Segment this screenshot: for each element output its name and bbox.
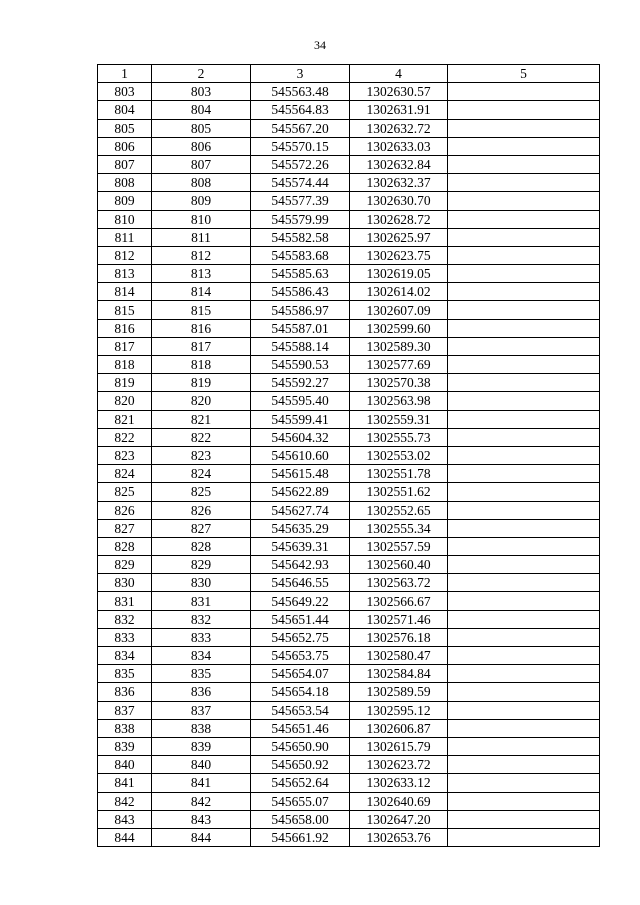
point-number-cell: 835	[98, 665, 152, 683]
point-id-cell: 828	[152, 537, 251, 555]
point-id-cell: 844	[152, 828, 251, 846]
table-row	[98, 374, 600, 392]
y-coordinate-cell: 1302628.72	[350, 210, 448, 228]
point-number-cell: 804	[98, 101, 152, 119]
x-coordinate-cell: 545590.53	[251, 356, 350, 374]
point-number-cell: 834	[98, 647, 152, 665]
point-number-cell: 822	[98, 428, 152, 446]
point-id-cell: 833	[152, 628, 251, 646]
x-coordinate-cell: 545586.43	[251, 283, 350, 301]
point-id-cell: 805	[152, 119, 251, 137]
note-cell	[448, 737, 600, 755]
table-row	[98, 665, 600, 683]
note-cell	[448, 137, 600, 155]
table-row	[98, 137, 600, 155]
point-id-cell: 816	[152, 319, 251, 337]
table-row	[98, 828, 600, 846]
table-row	[98, 792, 600, 810]
table-row	[98, 446, 600, 464]
table-row	[98, 592, 600, 610]
page-number: 34	[314, 38, 326, 52]
note-cell	[448, 392, 600, 410]
point-id-cell: 821	[152, 410, 251, 428]
y-coordinate-cell: 1302571.46	[350, 610, 448, 628]
y-coordinate-cell: 1302623.75	[350, 246, 448, 264]
x-coordinate-cell: 545595.40	[251, 392, 350, 410]
y-coordinate-cell: 1302647.20	[350, 810, 448, 828]
point-id-cell: 842	[152, 792, 251, 810]
y-coordinate-cell: 1302577.69	[350, 356, 448, 374]
table-row	[98, 356, 600, 374]
point-id-cell: 811	[152, 228, 251, 246]
table-row	[98, 483, 600, 501]
point-number-cell: 830	[98, 574, 152, 592]
y-coordinate-cell: 1302551.78	[350, 465, 448, 483]
note-cell	[448, 647, 600, 665]
note-cell	[448, 83, 600, 101]
note-cell	[448, 155, 600, 173]
point-id-cell: 830	[152, 574, 251, 592]
point-number-cell: 843	[98, 810, 152, 828]
x-coordinate-cell: 545588.14	[251, 337, 350, 355]
column-header-3: 3	[251, 65, 350, 83]
coordinates-table	[97, 64, 600, 847]
note-cell	[448, 246, 600, 264]
note-cell	[448, 356, 600, 374]
table-row	[98, 428, 600, 446]
note-cell	[448, 101, 600, 119]
x-coordinate-cell: 545654.18	[251, 683, 350, 701]
point-id-cell: 812	[152, 246, 251, 264]
table-row	[98, 647, 600, 665]
point-number-cell: 824	[98, 465, 152, 483]
note-cell	[448, 610, 600, 628]
point-id-cell: 843	[152, 810, 251, 828]
note-cell	[448, 810, 600, 828]
table-row	[98, 119, 600, 137]
point-number-cell: 840	[98, 756, 152, 774]
table-row	[98, 701, 600, 719]
point-id-cell: 807	[152, 155, 251, 173]
point-number-cell: 831	[98, 592, 152, 610]
x-coordinate-cell: 545577.39	[251, 192, 350, 210]
y-coordinate-cell: 1302552.65	[350, 501, 448, 519]
point-number-cell: 818	[98, 356, 152, 374]
x-coordinate-cell: 545570.15	[251, 137, 350, 155]
table-row	[98, 101, 600, 119]
x-coordinate-cell: 545649.22	[251, 592, 350, 610]
x-coordinate-cell: 545583.68	[251, 246, 350, 264]
table-row	[98, 683, 600, 701]
x-coordinate-cell: 545635.29	[251, 519, 350, 537]
point-id-cell: 824	[152, 465, 251, 483]
x-coordinate-cell: 545642.93	[251, 556, 350, 574]
y-coordinate-cell: 1302570.38	[350, 374, 448, 392]
y-coordinate-cell: 1302599.60	[350, 319, 448, 337]
point-number-cell: 811	[98, 228, 152, 246]
point-number-cell: 841	[98, 774, 152, 792]
point-number-cell: 836	[98, 683, 152, 701]
y-coordinate-cell: 1302625.97	[350, 228, 448, 246]
y-coordinate-cell: 1302632.72	[350, 119, 448, 137]
point-number-cell: 823	[98, 446, 152, 464]
point-number-cell: 815	[98, 301, 152, 319]
x-coordinate-cell: 545587.01	[251, 319, 350, 337]
note-cell	[448, 410, 600, 428]
y-coordinate-cell: 1302555.73	[350, 428, 448, 446]
y-coordinate-cell: 1302606.87	[350, 719, 448, 737]
x-coordinate-cell: 545653.75	[251, 647, 350, 665]
y-coordinate-cell: 1302555.34	[350, 519, 448, 537]
x-coordinate-cell: 545574.44	[251, 174, 350, 192]
x-coordinate-cell: 545567.20	[251, 119, 350, 137]
y-coordinate-cell: 1302559.31	[350, 410, 448, 428]
point-id-cell: 837	[152, 701, 251, 719]
table-row	[98, 410, 600, 428]
x-coordinate-cell: 545652.75	[251, 628, 350, 646]
x-coordinate-cell: 545651.46	[251, 719, 350, 737]
point-id-cell: 818	[152, 356, 251, 374]
table-row	[98, 537, 600, 555]
x-coordinate-cell: 545658.00	[251, 810, 350, 828]
note-cell	[448, 501, 600, 519]
table-row	[98, 628, 600, 646]
y-coordinate-cell: 1302633.12	[350, 774, 448, 792]
point-number-cell: 817	[98, 337, 152, 355]
point-id-cell: 822	[152, 428, 251, 446]
x-coordinate-cell: 545586.97	[251, 301, 350, 319]
table-row	[98, 283, 600, 301]
x-coordinate-cell: 545592.27	[251, 374, 350, 392]
x-coordinate-cell: 545564.83	[251, 101, 350, 119]
point-id-cell: 803	[152, 83, 251, 101]
point-number-cell: 844	[98, 828, 152, 846]
column-header-5: 5	[448, 65, 600, 83]
table-row	[98, 319, 600, 337]
note-cell	[448, 537, 600, 555]
x-coordinate-cell: 545654.07	[251, 665, 350, 683]
x-coordinate-cell: 545604.32	[251, 428, 350, 446]
point-id-cell: 825	[152, 483, 251, 501]
point-number-cell: 833	[98, 628, 152, 646]
note-cell	[448, 665, 600, 683]
table-row	[98, 519, 600, 537]
note-cell	[448, 192, 600, 210]
point-id-cell: 839	[152, 737, 251, 755]
point-id-cell: 826	[152, 501, 251, 519]
point-number-cell: 812	[98, 246, 152, 264]
note-cell	[448, 301, 600, 319]
point-id-cell: 806	[152, 137, 251, 155]
point-number-cell: 821	[98, 410, 152, 428]
x-coordinate-cell: 545572.26	[251, 155, 350, 173]
point-id-cell: 808	[152, 174, 251, 192]
column-header-1: 1	[98, 65, 152, 83]
point-number-cell: 842	[98, 792, 152, 810]
point-id-cell: 827	[152, 519, 251, 537]
note-cell	[448, 628, 600, 646]
note-cell	[448, 374, 600, 392]
table-row	[98, 392, 600, 410]
table-row	[98, 501, 600, 519]
table-row	[98, 810, 600, 828]
y-coordinate-cell: 1302580.47	[350, 647, 448, 665]
table-row	[98, 756, 600, 774]
y-coordinate-cell: 1302615.79	[350, 737, 448, 755]
y-coordinate-cell: 1302566.67	[350, 592, 448, 610]
y-coordinate-cell: 1302584.84	[350, 665, 448, 683]
y-coordinate-cell: 1302632.84	[350, 155, 448, 173]
x-coordinate-cell: 545653.54	[251, 701, 350, 719]
point-number-cell: 816	[98, 319, 152, 337]
y-coordinate-cell: 1302619.05	[350, 265, 448, 283]
note-cell	[448, 574, 600, 592]
point-number-cell: 814	[98, 283, 152, 301]
x-coordinate-cell: 545650.90	[251, 737, 350, 755]
note-cell	[448, 228, 600, 246]
x-coordinate-cell: 545661.92	[251, 828, 350, 846]
note-cell	[448, 756, 600, 774]
x-coordinate-cell: 545622.89	[251, 483, 350, 501]
note-cell	[448, 265, 600, 283]
note-cell	[448, 174, 600, 192]
x-coordinate-cell: 545652.64	[251, 774, 350, 792]
y-coordinate-cell: 1302631.91	[350, 101, 448, 119]
point-id-cell: 840	[152, 756, 251, 774]
x-coordinate-cell: 545650.92	[251, 756, 350, 774]
x-coordinate-cell: 545627.74	[251, 501, 350, 519]
point-id-cell: 814	[152, 283, 251, 301]
note-cell	[448, 719, 600, 737]
x-coordinate-cell: 545639.31	[251, 537, 350, 555]
note-cell	[448, 210, 600, 228]
note-cell	[448, 446, 600, 464]
note-cell	[448, 428, 600, 446]
note-cell	[448, 283, 600, 301]
point-id-cell: 835	[152, 665, 251, 683]
point-id-cell: 819	[152, 374, 251, 392]
note-cell	[448, 683, 600, 701]
point-number-cell: 839	[98, 737, 152, 755]
point-id-cell: 817	[152, 337, 251, 355]
table-row	[98, 174, 600, 192]
note-cell	[448, 774, 600, 792]
point-id-cell: 813	[152, 265, 251, 283]
y-coordinate-cell: 1302653.76	[350, 828, 448, 846]
x-coordinate-cell: 545615.48	[251, 465, 350, 483]
x-coordinate-cell: 545651.44	[251, 610, 350, 628]
point-number-cell: 825	[98, 483, 152, 501]
table-row	[98, 610, 600, 628]
x-coordinate-cell: 545610.60	[251, 446, 350, 464]
point-id-cell: 831	[152, 592, 251, 610]
point-id-cell: 810	[152, 210, 251, 228]
table-row	[98, 556, 600, 574]
table-header-row	[98, 65, 600, 83]
point-id-cell: 836	[152, 683, 251, 701]
point-number-cell: 803	[98, 83, 152, 101]
y-coordinate-cell: 1302553.02	[350, 446, 448, 464]
y-coordinate-cell: 1302589.30	[350, 337, 448, 355]
table-body	[98, 83, 600, 847]
note-cell	[448, 465, 600, 483]
point-id-cell: 838	[152, 719, 251, 737]
point-id-cell: 815	[152, 301, 251, 319]
table-row	[98, 83, 600, 101]
y-coordinate-cell: 1302557.59	[350, 537, 448, 555]
point-number-cell: 820	[98, 392, 152, 410]
y-coordinate-cell: 1302630.57	[350, 83, 448, 101]
table-row	[98, 301, 600, 319]
note-cell	[448, 319, 600, 337]
point-id-cell: 804	[152, 101, 251, 119]
note-cell	[448, 483, 600, 501]
point-number-cell: 832	[98, 610, 152, 628]
y-coordinate-cell: 1302614.02	[350, 283, 448, 301]
note-cell	[448, 556, 600, 574]
point-number-cell: 809	[98, 192, 152, 210]
y-coordinate-cell: 1302563.98	[350, 392, 448, 410]
note-cell	[448, 119, 600, 137]
note-cell	[448, 701, 600, 719]
point-number-cell: 808	[98, 174, 152, 192]
table-row	[98, 774, 600, 792]
note-cell	[448, 337, 600, 355]
y-coordinate-cell: 1302563.72	[350, 574, 448, 592]
y-coordinate-cell: 1302640.69	[350, 792, 448, 810]
table-row	[98, 192, 600, 210]
point-number-cell: 819	[98, 374, 152, 392]
table-row	[98, 574, 600, 592]
point-number-cell: 838	[98, 719, 152, 737]
point-number-cell: 810	[98, 210, 152, 228]
point-number-cell: 807	[98, 155, 152, 173]
note-cell	[448, 792, 600, 810]
y-coordinate-cell: 1302595.12	[350, 701, 448, 719]
y-coordinate-cell: 1302630.70	[350, 192, 448, 210]
point-number-cell: 837	[98, 701, 152, 719]
point-number-cell: 827	[98, 519, 152, 537]
table-row	[98, 246, 600, 264]
point-number-cell: 829	[98, 556, 152, 574]
note-cell	[448, 592, 600, 610]
table-row	[98, 737, 600, 755]
y-coordinate-cell: 1302560.40	[350, 556, 448, 574]
x-coordinate-cell: 545585.63	[251, 265, 350, 283]
point-id-cell: 809	[152, 192, 251, 210]
table-row	[98, 265, 600, 283]
point-id-cell: 820	[152, 392, 251, 410]
x-coordinate-cell: 545582.58	[251, 228, 350, 246]
y-coordinate-cell: 1302623.72	[350, 756, 448, 774]
table-row	[98, 155, 600, 173]
point-number-cell: 826	[98, 501, 152, 519]
point-number-cell: 805	[98, 119, 152, 137]
table-row	[98, 465, 600, 483]
y-coordinate-cell: 1302633.03	[350, 137, 448, 155]
y-coordinate-cell: 1302632.37	[350, 174, 448, 192]
table-row	[98, 337, 600, 355]
point-number-cell: 813	[98, 265, 152, 283]
x-coordinate-cell: 545646.55	[251, 574, 350, 592]
point-number-cell: 806	[98, 137, 152, 155]
note-cell	[448, 828, 600, 846]
column-header-2: 2	[152, 65, 251, 83]
y-coordinate-cell: 1302607.09	[350, 301, 448, 319]
y-coordinate-cell: 1302589.59	[350, 683, 448, 701]
y-coordinate-cell: 1302551.62	[350, 483, 448, 501]
x-coordinate-cell: 545563.48	[251, 83, 350, 101]
point-id-cell: 834	[152, 647, 251, 665]
table-row	[98, 210, 600, 228]
table-row	[98, 228, 600, 246]
point-number-cell: 828	[98, 537, 152, 555]
table-row	[98, 719, 600, 737]
x-coordinate-cell: 545579.99	[251, 210, 350, 228]
point-id-cell: 829	[152, 556, 251, 574]
point-id-cell: 841	[152, 774, 251, 792]
point-id-cell: 832	[152, 610, 251, 628]
point-id-cell: 823	[152, 446, 251, 464]
note-cell	[448, 519, 600, 537]
x-coordinate-cell: 545655.07	[251, 792, 350, 810]
column-header-4: 4	[350, 65, 448, 83]
y-coordinate-cell: 1302576.18	[350, 628, 448, 646]
x-coordinate-cell: 545599.41	[251, 410, 350, 428]
